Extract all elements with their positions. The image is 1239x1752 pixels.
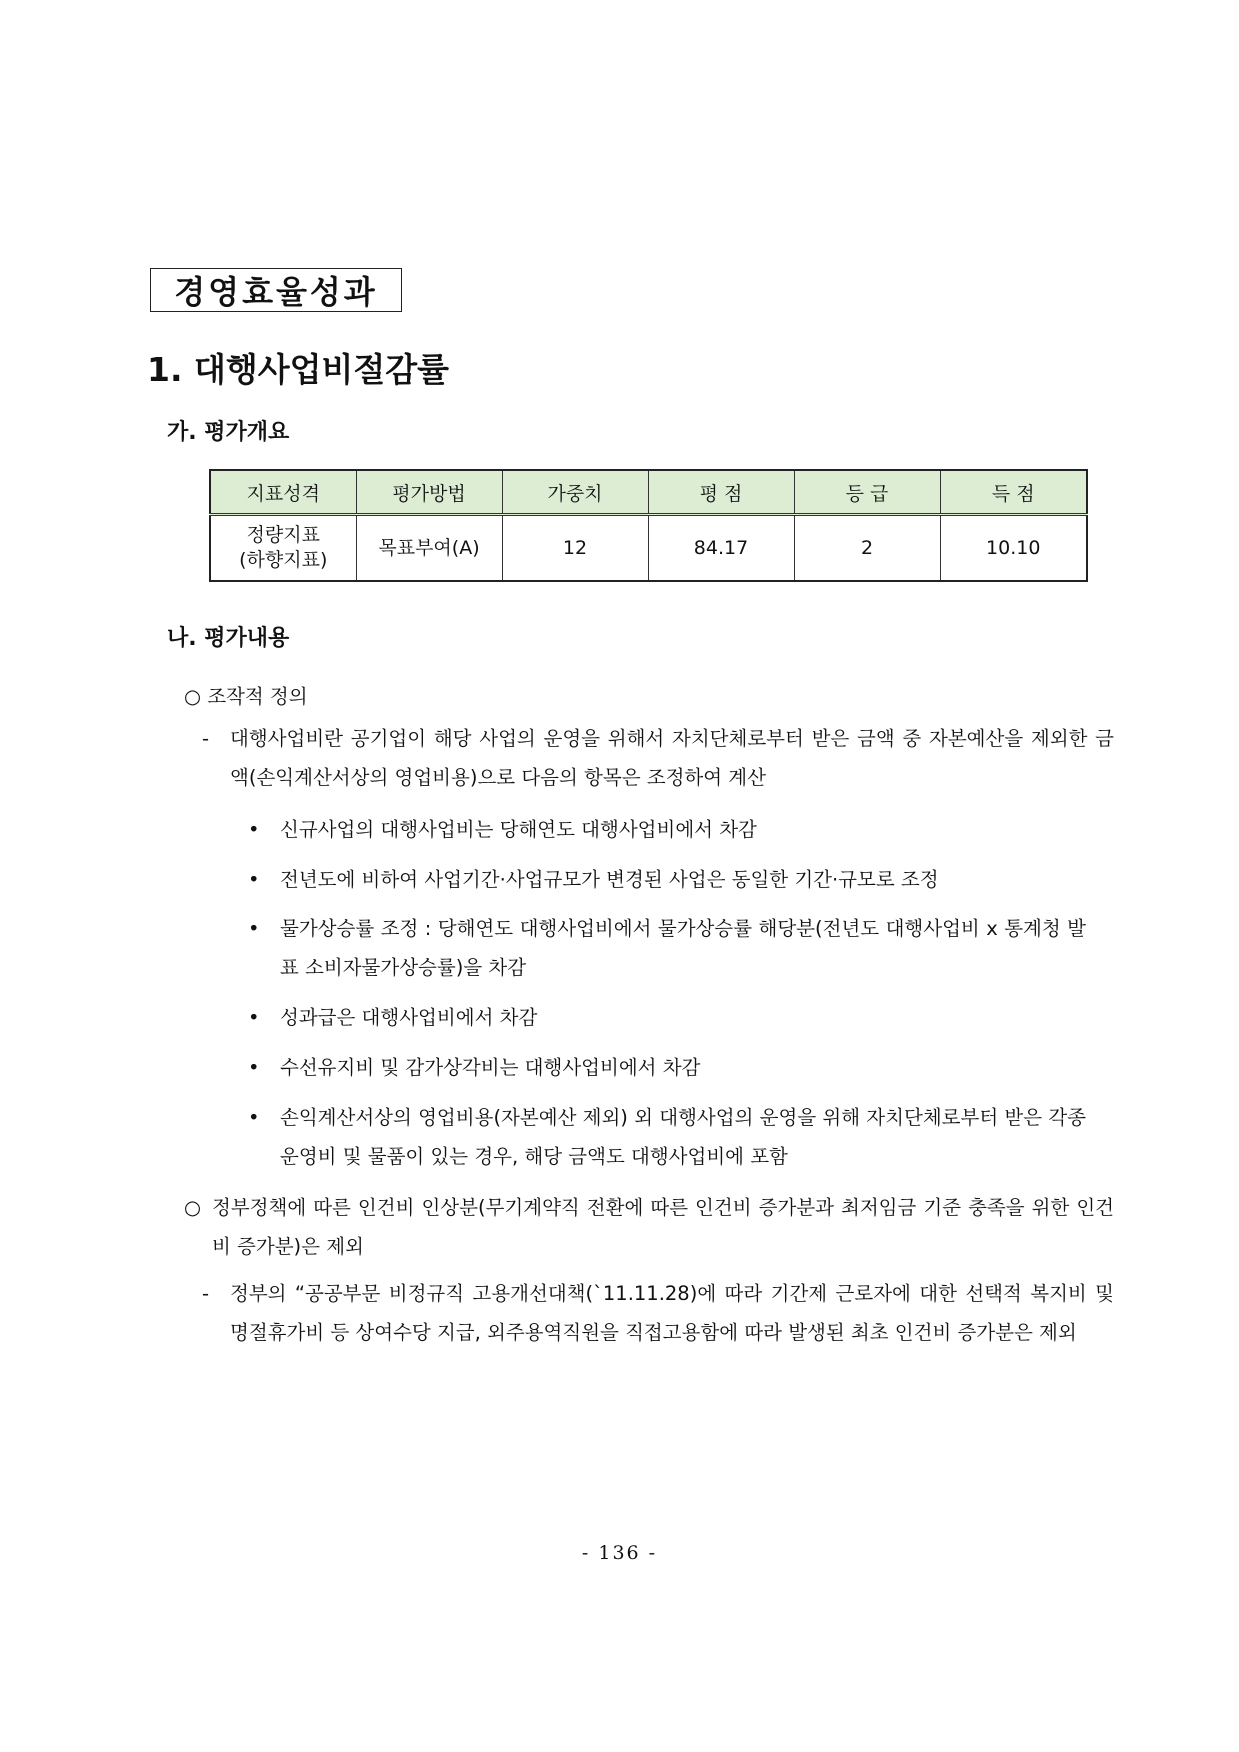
- subheading-contents: 나. 평가내용: [167, 626, 290, 651]
- list-item: [248, 909, 1086, 987]
- header-weight: 가중치: [502, 470, 648, 515]
- subheading-overview: 가. 평가개요: [167, 420, 290, 445]
- bullet-dot-icon: •: [248, 1106, 260, 1129]
- bullet-text: 전년도에 비하여 사업기간·사업규모가 변경된 사업은 동일한 기간·규모로 조정: [280, 868, 939, 891]
- bullet-dot-icon: •: [248, 1006, 260, 1029]
- cell-evaluation-method: 목표부여(A): [356, 515, 502, 582]
- table-header-row: [210, 470, 1087, 515]
- cell-rating: 84.17: [648, 515, 794, 582]
- definition-text: 대행사업비란 공기업이 해당 사업의 운영을 위해서 자치단체로부터 받은 금액 중 자본예산을 제외한 금액(손익계산서상의 영업비용)으로 다음의 항목은 조정하여 계산: [230, 727, 1114, 789]
- bullet-text: 물가상승률 조정 : 당해연도 대행사업비에서 물가상승률 해당분(전년도 대행사업비 x 통계청 발표 소비자물가상승률)을 차감: [280, 917, 1086, 979]
- cell-grade: 2: [794, 515, 940, 582]
- indicator-line-2: (하향지표): [239, 549, 328, 571]
- bullet-dot-icon: •: [248, 917, 260, 940]
- list-item: [248, 1048, 1086, 1087]
- page-number: - 136 -: [581, 1542, 658, 1564]
- heading-title: 1. 대행사업비절감률: [147, 350, 450, 389]
- policy-dash-item: [202, 1274, 1114, 1352]
- evaluation-summary-table: [209, 469, 1088, 582]
- definition-title: 조작적 정의: [207, 685, 308, 708]
- cell-weight: 12: [502, 515, 648, 582]
- header-indicator-type: 지표성격: [210, 470, 356, 515]
- definition-dash-item: [202, 719, 1114, 797]
- header-evaluation-method: 평가방법: [356, 470, 502, 515]
- indicator-line-1: 정량지표: [246, 524, 320, 547]
- bullet-text: 성과급은 대행사업비에서 차감: [280, 1006, 538, 1029]
- header-score: 득 점: [940, 470, 1087, 515]
- dash-marker-icon: -: [202, 1282, 210, 1305]
- list-item: [248, 998, 1086, 1037]
- cell-indicator-type: [210, 515, 356, 582]
- bullet-text: 손익계산서상의 영업비용(자본예산 제외) 외 대행사업의 운영을 위해 자치단체로부터 받은 각종 운영비 및 물품이 있는 경우, 해당 금액도 대행사업비에 포함: [280, 1106, 1086, 1168]
- policy-item: [184, 1188, 1114, 1266]
- header-grade: 등 급: [794, 470, 940, 515]
- bullet-text: 신규사업의 대행사업비는 당해연도 대행사업비에서 차감: [280, 818, 757, 841]
- list-item: [248, 810, 1086, 849]
- list-item: [248, 1098, 1086, 1176]
- bullet-dot-icon: •: [248, 1056, 260, 1079]
- policy-detail-text: 정부의 “공공부문 비정규직 고용개선대책(`11.11.28)에 따라 기간제 근로자에 대한 선택적 복지비 및 명절휴가비 등 상여수당 지급, 외주용역직원을 직접고용함에 따라 발생된 최초 인건비 증가분은 제외: [230, 1282, 1114, 1344]
- bullet-dot-icon: •: [248, 818, 260, 841]
- cell-score: 10.10: [940, 515, 1087, 582]
- section-title: 경영효율성과: [150, 268, 402, 312]
- header-rating: 평 점: [648, 470, 794, 515]
- circle-marker-icon: ○: [184, 1196, 202, 1219]
- policy-text: 정부정책에 따른 인건비 인상분(무기계약직 전환에 따른 인건비 증가분과 최저임금 기준 충족을 위한 인건비 증가분)은 제외: [212, 1196, 1114, 1258]
- list-item: [248, 860, 1086, 899]
- circle-marker-icon: ○: [184, 685, 202, 708]
- dash-marker-icon: -: [202, 727, 210, 750]
- bullet-dot-icon: •: [248, 868, 260, 891]
- table-row: [210, 515, 1087, 582]
- bullet-text: 수선유지비 및 감가상각비는 대행사업비에서 차감: [280, 1056, 701, 1079]
- definition-item: [184, 677, 1086, 716]
